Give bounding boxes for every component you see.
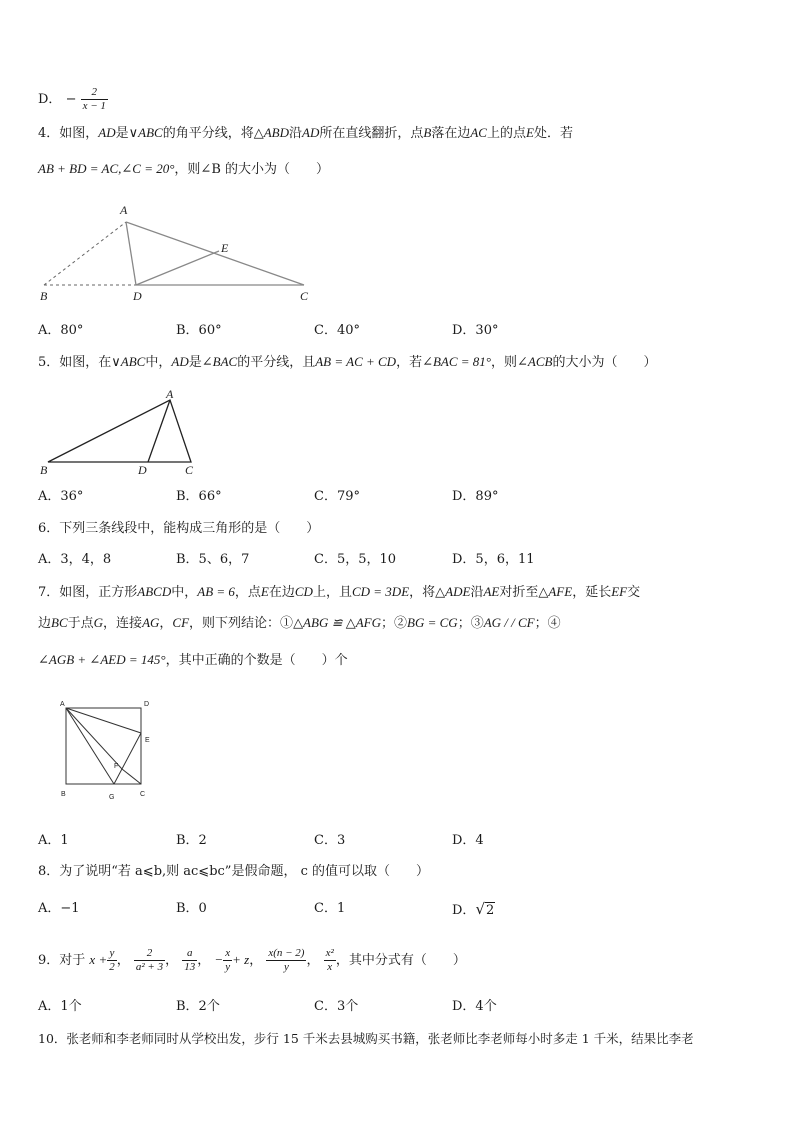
q5-option-c[interactable]: C．79°	[314, 489, 360, 504]
q7-stem-line2: 边BC于点G，连接AG，CF，则下列结论：①△ABG ≌ △AFG；②BG = CG；③AG / / CF；④	[38, 615, 561, 631]
q5-triangle	[48, 400, 191, 462]
q4-seg-de	[136, 251, 219, 285]
q5-option-d[interactable]: D．89°	[452, 489, 499, 504]
q7-label-g: G	[109, 794, 115, 801]
q7-option-d[interactable]: D．4	[452, 833, 484, 848]
q7-seg-fc	[122, 769, 141, 784]
q7-option-b[interactable]: B．2	[176, 833, 207, 848]
q5-label-b: B	[40, 463, 48, 477]
q7-option-c[interactable]: C．3	[314, 833, 346, 848]
q9-option-a[interactable]: A．1个	[38, 999, 82, 1014]
q4-option-a[interactable]: A．80°	[38, 323, 84, 338]
q7-label-d: D	[144, 701, 150, 708]
q7-label-e: E	[145, 737, 150, 744]
q7-label-b: B	[61, 791, 66, 798]
q4-label-e: E	[221, 241, 229, 255]
q7-label-a: A	[60, 701, 65, 708]
q8-option-c[interactable]: C．1	[314, 901, 346, 916]
q8-option-a[interactable]: A．−1	[38, 901, 80, 916]
q10-stem: 10．张老师和李老师同时从学校出发，步行 15 千米去县城购买书籍，张老师比李老师每小时多走 1 千米，结果比李老	[38, 1031, 694, 1046]
q4-seg-ac	[126, 222, 304, 285]
q4-label-a: A	[120, 203, 128, 217]
q5-label-c: C	[185, 463, 194, 477]
q7-seg-eg	[114, 733, 141, 784]
q7-label-c: C	[140, 791, 146, 798]
q8-option-d[interactable]: D．√2	[452, 900, 495, 918]
q5-option-b[interactable]: B．66°	[176, 489, 222, 504]
q9-option-c[interactable]: C．3个	[314, 999, 359, 1014]
q5-option-a[interactable]: A．36°	[38, 489, 84, 504]
q5-stem: 5．如图，在∨ABC中，AD是∠BAC的平分线，且AB = AC + CD，若∠BAC = 81°，则∠ACB的大小为（ ）	[38, 354, 657, 370]
q7-stem-line3: ∠AGB + ∠AED = 145°，其中正确的个数是（ ）个	[38, 652, 348, 668]
q5-label-d: D	[138, 463, 147, 477]
q7-option-a[interactable]: A．1	[38, 833, 69, 848]
q5-label-a: A	[166, 387, 174, 401]
q4-seg-ab	[44, 222, 126, 285]
q6-option-d[interactable]: D．5，6，11	[452, 552, 535, 567]
q4-stem-line2: AB + BD = AC,∠C = 20°，则∠B 的大小为（ ）	[38, 161, 330, 177]
q5-figure	[36, 388, 206, 476]
q4-label-b: B	[40, 289, 48, 303]
q6-option-c[interactable]: C．5，5，10	[314, 552, 397, 567]
q3-fraction: $\frac{2}{x - 1}$	[82, 86, 106, 112]
q7-seg-ag	[66, 708, 114, 784]
sqrt-icon: √	[475, 900, 485, 918]
q8-stem: 8．为了说明“若 a⩽b,则 ac⩽bc”是假命题， c 的值可以取（ ）	[38, 864, 429, 879]
q6-option-b[interactable]: B．5、6，7	[176, 552, 250, 567]
q4-option-c[interactable]: C．40°	[314, 323, 360, 338]
q9-stem: 9．对于 x + $\frac{y}{2}$ ， $\frac{2}{\text{a² + 3}}$ ， $\frac{a}{13}$ ， − $\frac{x}{y}$ + z， $\frac{x(n - 2)}{y}$ ， $\frac{\text{x²}}{x}$ ，其中分式有（ ）	[38, 947, 466, 973]
q4-label-d: D	[133, 289, 142, 303]
q4-stem-line1: 4．如图，AD是∨ABC的角平分线，将△ABD沿AD所在直线翻折，点B落在边AC上的点E处．若	[38, 125, 573, 141]
q6-stem: 6．下列三条线段中，能构成三角形的是（ ）	[38, 521, 320, 536]
q4-label-c: C	[300, 289, 309, 303]
q9-option-b[interactable]: B．2个	[176, 999, 220, 1014]
q9-option-d[interactable]: D．4个	[452, 999, 497, 1014]
q4-figure	[36, 200, 326, 305]
q8-option-b[interactable]: B．0	[176, 901, 207, 916]
q7-square	[66, 708, 141, 784]
q7-label-f: F	[114, 763, 119, 770]
q6-option-a[interactable]: A．3，4，8	[38, 552, 112, 567]
q4-seg-ad	[126, 222, 136, 285]
q7-figure	[58, 698, 168, 804]
q4-option-d[interactable]: D．30°	[452, 323, 499, 338]
q3-option-d: D． − $\frac{2}{x - 1}$	[38, 86, 106, 112]
q4-option-b[interactable]: B．60°	[176, 323, 222, 338]
q7-stem-line1: 7．如图，正方形ABCD中，AB = 6，点E在边CD上，且CD = 3DE，将△ADE沿AE对折至△AFE，延长EF交	[38, 584, 641, 600]
